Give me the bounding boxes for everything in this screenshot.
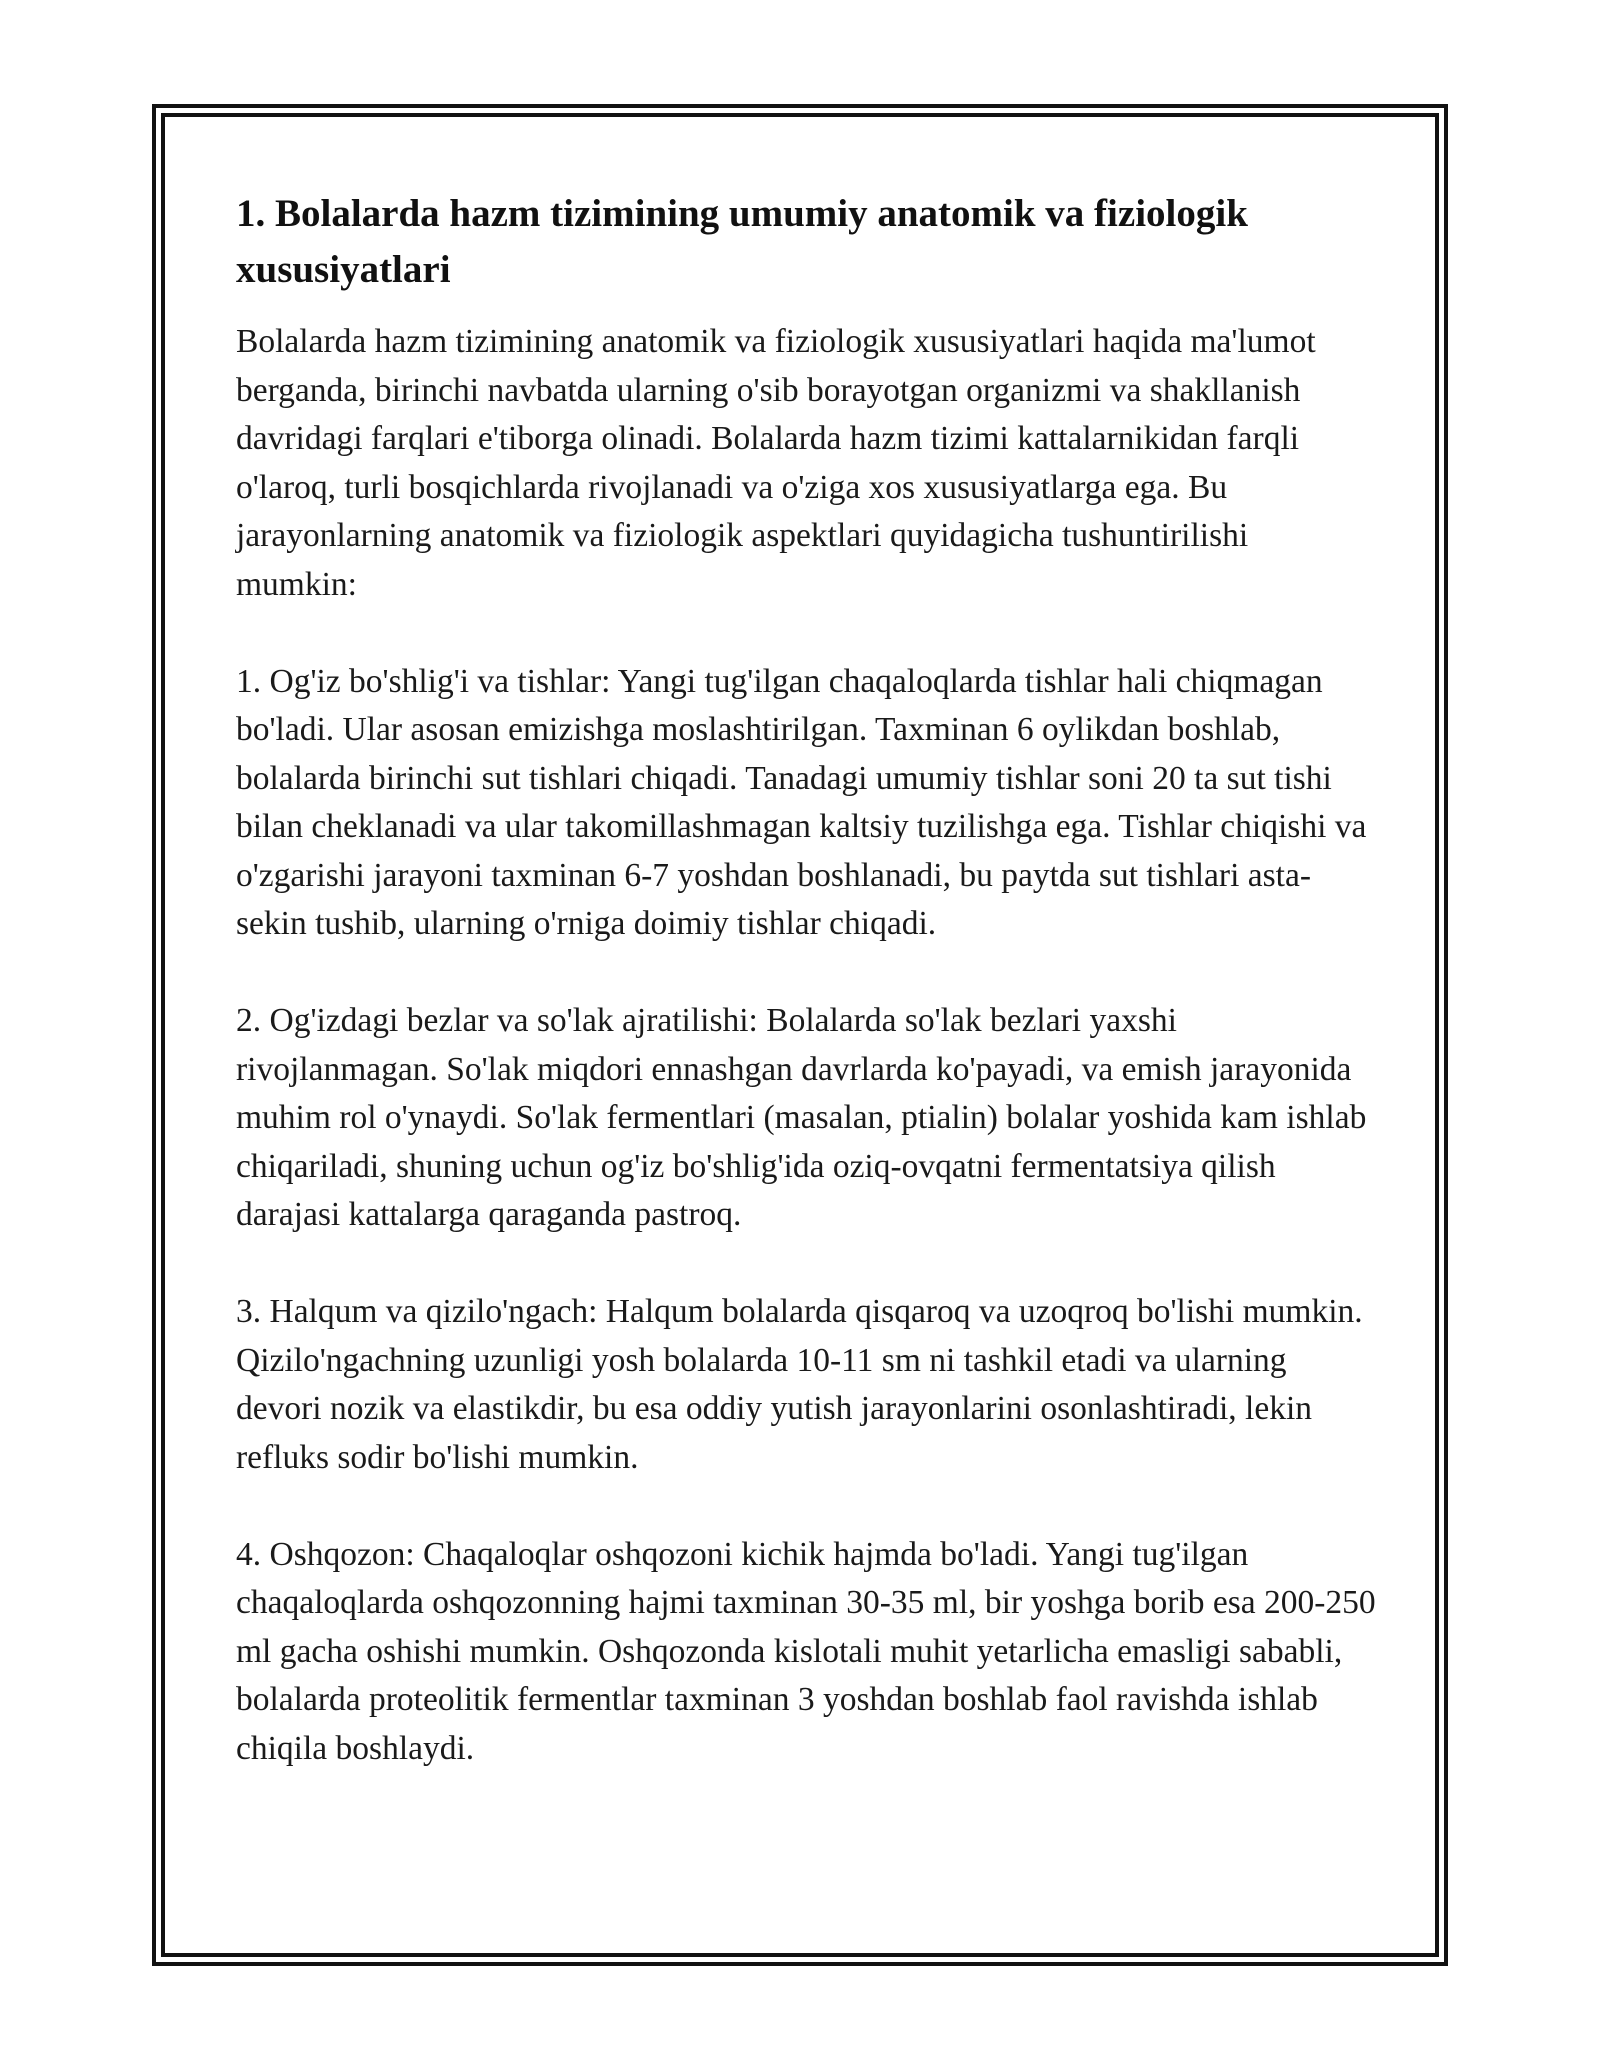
section-heading: 1. Bolalarda hazm tizimining umumiy anatomik va fiziologik xususiyatlari: [236, 192, 1248, 291]
document-body: [236, 186, 1376, 1773]
paragraph-salivary-glands: 2. Og'izdagi bezlar va so'lak ajratilishi: Bolalarda so'lak bezlari yaxshi rivojlanmagan. So'lak miqdori ennashgan davrlarda ko'payadi, va emish jarayonida muhim rol o'ynaydi. So'lak fermentlari (masalan, ptialin) bolalar yoshida kam ishlab chiqariladi, shuning uchun og'iz bo'shlig'ida oziq-ovqatni fermentatsiya qilish darajasi kattalarga qaraganda pastroq.: [236, 1002, 1367, 1233]
paragraph-pharynx-esophagus: 3. Halqum va qizilo'ngach: Halqum bolalarda qisqaroq va uzoqroq bo'lishi mumkin. Qizilo'ngachning uzunligi yosh bolalarda 10-11 sm ni tashkil etadi va ularning devori nozik va elastikdir, bu esa oddiy yutish jarayonlarini osonlashtiradi, lekin refluks sodir bo'lishi mumkin.: [236, 1293, 1363, 1476]
paragraph-stomach: 4. Oshqozon: Chaqaloqlar oshqozoni kichik hajmda bo'ladi. Yangi tug'ilgan chaqaloqlarda oshqozonning hajmi taxminan 30-35 ml, bir yoshga borib esa 200-250 ml gacha oshishi mumkin. Oshqozonda kislotali muhit yetarlicha emasligi sababli, bolalarda proteolitik fermentlar taxminan 3 yoshdan boshlab faol ravishda ishlab chiqila boshlaydi.: [236, 1535, 1376, 1767]
intro-paragraph: Bolalarda hazm tizimining anatomik va fiziologik xususiyatlari haqida ma'lumot berganda, birinchi navbatda ularning o'sib borayotgan organizmi va shakllanish davridagi farqlari e'tiborga olinadi. Bolalarda hazm tizimi kattalarnikidan farqli o'laroq, turli bosqichlarda rivojlanadi va o'ziga xos xususiyatlarga ega. Bu jarayonlarning anatomik va fiziologik aspektlari quyidagicha tushuntirilishi mumkin:: [236, 323, 1316, 603]
paragraph-oral-cavity-teeth: 1. Og'iz bo'shlig'i va tishlar: Yangi tug'ilgan chaqaloqlarda tishlar hali chiqmagan bo'ladi. Ular asosan emizishga moslashtirilgan. Taxminan 6 oylikdan boshlab, bolalarda birinchi sut tishlari chiqadi. Tanadagi umumiy tishlar soni 20 ta sut tishi bilan cheklanadi va ular takomillashmagan kaltsiy tuzilishga ega. Tishlar chiqishi va o'zgarishi jarayoni taxminan 6-7 yoshdan boshlanadi, bu paytda sut tishlari asta-sekin tushib, ularning o'rniga doimiy tishlar chiqadi.: [236, 662, 1367, 942]
